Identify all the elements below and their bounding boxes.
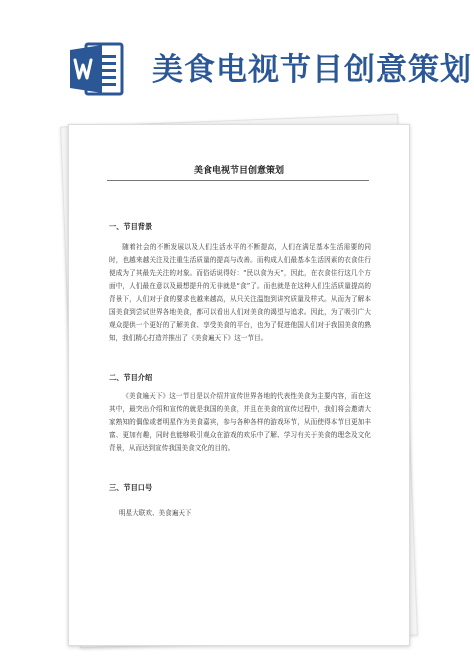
title-divider <box>107 180 369 181</box>
banner-title: 美食电视节目创意策划 <box>152 52 472 88</box>
slogan-text: 明星大联欢、美食遍天下 <box>119 509 192 517</box>
document-title: 美食电视节目创意策划 <box>193 166 284 176</box>
section-heading-introduction: 二、节目介绍 <box>109 373 153 382</box>
banner <box>0 0 474 112</box>
section-paragraph-introduction: 《美食遍天下》这一节目是以介绍并宣传世界各地的代表性美食为主要内容，而在这其中，最突出介绍和宣传的就是我国的美食，并且在美食的宣传过程中，我们将会邀请大家熟知的偶像或者明星作为美食嘉宾，参与各种各样的游戏环节，从而使得本节目更加丰富、更加有趣，同时也能够吸引观众在游戏的欢乐中了解、学习有关于美食的理念及文化背景，从而达到宣传我国美食文化的目的。 <box>109 392 371 452</box>
section-paragraph-background: 随着社会的不断发展以及人们生活水平的不断提高，人们在满足基本生活需要的同时，也越来越关注及注重生活质量的提高与改善。而构成人们最基本生活因素的衣食住行便成为了其最先关注的对象。而俗话说得好：“民以食为天”，因此，在衣食住行这几个方面中，人们最在意以及最想提升的无非就是“食”了。而也就是在这种人们生活质量提高的背景下，人们对于食的要求也越来越高，从只关注温饱到讲究质量及样式。从而为了解本国美食到尝试世界各地美食，都可以看出人们对美食的渴望与追求。因此，为了吸引广大观众提供一个更好的了解美食、享受美食的平台，也为了促进他国人们对于我国美食的熟知，我们精心打造并推出了《美食遍天下》这一节目。 <box>109 243 371 342</box>
document-page <box>68 124 410 646</box>
section-heading-background: 一、节目背景 <box>109 222 153 231</box>
section-heading-slogan: 三、节目口号 <box>109 483 153 492</box>
word-document-icon <box>68 40 126 98</box>
